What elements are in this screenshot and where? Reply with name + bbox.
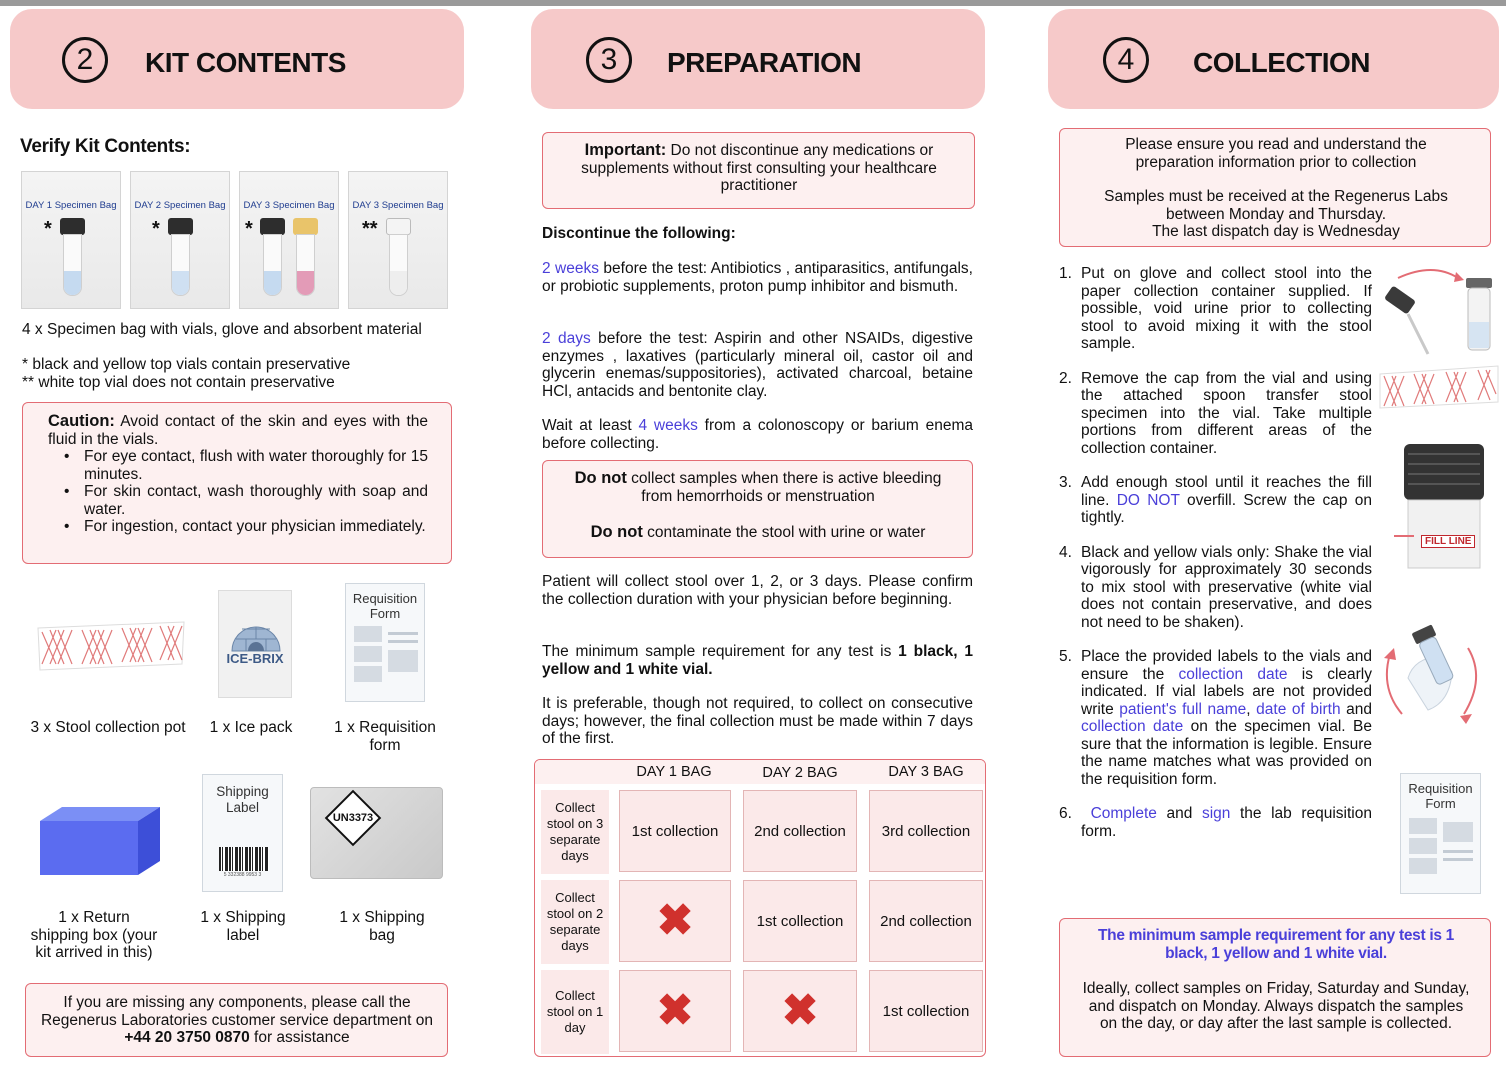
step-item: 5. Place the provided labels to the vials and ensure the collection date is clearly indicated. If vial labels are not provided write patient's full name, date of birth and collection date on the specimen vial. Be sure that the information is legible. Ensure the name matches what was provided on the requisition form.: [1059, 648, 1372, 788]
yellow-vial: [293, 218, 318, 310]
caution-item: • For eye contact, flush with water thoroughly for 15 minutes.: [48, 448, 428, 483]
black-vial: [60, 218, 85, 310]
verify-heading: Verify Kit Contents:: [20, 136, 191, 157]
caution-box: [22, 402, 452, 564]
minimum-requirement-paragraph: The minimum sample requirement for any test is 1 black, 1 yellow and 1 white vial.: [542, 643, 974, 678]
cross-icon: ✖: [656, 896, 694, 945]
item-caption: 1 x Shipping label: [200, 909, 286, 944]
specimen-bag-day1: [21, 171, 121, 309]
caution-text: Avoid contact of the skin and eyes with the fluid in the vials.: [48, 413, 428, 448]
minimum-requirement-text: The minimum sample requirement for any test is 1 black, 1 yellow and 1 white vial.: [1098, 927, 1454, 962]
caution-title: Caution:: [48, 412, 115, 430]
do-not-contaminate: Do not contaminate the stool with urine or water: [590, 523, 926, 541]
do-not-bleeding: Do not collect samples when there is active bleeding from hemorrhoids or menstruation: [574, 469, 942, 505]
missing-components-box: [25, 983, 448, 1057]
stool-collection-pot-image: [36, 620, 186, 672]
item-caption: 3 x Stool collection pot: [30, 719, 186, 736]
table-cell-not-applicable: [619, 970, 731, 1052]
requisition-form-title: Requisition Form: [352, 591, 418, 621]
item-caption: 1 x Requisition form: [334, 719, 436, 754]
bag-marker: *: [152, 218, 160, 240]
minimum-requirement-box: [1059, 918, 1491, 1057]
note-preservative: * black and yellow top vials contain preservative: [22, 356, 351, 373]
ideal-dispatch-text: Ideally, collect samples on Friday, Saturday and Sunday, and dispatch on Monday. Always dispatch the samples on the day, or day after the last sample is collected.: [1082, 980, 1470, 1032]
table-cell: 1st collection: [869, 970, 983, 1052]
two-weeks-paragraph: 2 weeks before the test: Antibiotics , antiparasitics, antifungals, or probiotic supplements, proton pump inhibitor and bismuth.: [542, 260, 973, 295]
table-cell-not-applicable: [743, 970, 857, 1052]
requisition-form-image: [345, 583, 425, 702]
collection-schedule-table: [534, 759, 986, 1057]
step-item: 3. Add enough stool until it reaches the fill line. DO NOT overfill. Screw the cap on tightly.: [1059, 474, 1372, 526]
table-cell: 1st collection: [619, 790, 731, 872]
requisition-form-image: [1400, 773, 1481, 894]
table-cell: 1st collection: [743, 880, 857, 962]
requisition-form-title: Requisition Form: [1408, 781, 1473, 811]
shipping-label-image: [202, 774, 283, 892]
important-text: Do not discontinue any medications or supplements without first consulting your healthcare practitioner: [581, 142, 937, 194]
column-header: DAY 1 BAG: [636, 764, 712, 780]
step-number-badge: 4: [1103, 37, 1149, 83]
notice-dispatch-day: The last dispatch day is Wednesday: [1152, 223, 1400, 240]
step-item: 6. Complete and sign the lab requisition form.: [1059, 805, 1372, 840]
top-bar: [0, 0, 1506, 6]
fill-line-vial-illustration: [1394, 440, 1496, 570]
item-caption: 1 x Ice pack: [209, 719, 293, 736]
important-title: Important:: [584, 141, 667, 159]
un-code: UN3373: [332, 812, 374, 824]
item-caption: 1 x Return shipping box (your kit arrived in this): [30, 909, 158, 961]
bag-label: DAY 2 Specimen Bag: [134, 200, 226, 211]
table-cell: 3rd collection: [869, 790, 983, 872]
vial-and-container-illustration: [1378, 262, 1500, 412]
row-header: Collect stool on 2 separate days: [541, 880, 609, 964]
specimen-bag-day2: [130, 171, 230, 309]
bag-label: DAY 3 Specimen Bag: [352, 200, 444, 211]
caution-item: • For ingestion, contact your physician immediately.: [48, 518, 428, 536]
white-vial: [386, 218, 411, 310]
bag-marker: **: [362, 218, 378, 240]
notice-read-prep: Please ensure you read and understand the preparation information prior to collection: [1125, 136, 1427, 171]
caution-list: [48, 448, 428, 536]
important-box: [542, 132, 975, 209]
barcode-icon: [219, 847, 269, 871]
ice-pack-image: [218, 590, 292, 698]
table-cell: 2nd collection: [869, 880, 983, 962]
step-item: 4. Black and yellow vials only: Shake the vial vigorously for approximately 30 seconds to mix stool with preservative (white vial does not contain preservative, and does not need to be shaken).: [1059, 543, 1372, 631]
step-item: 2. Remove the cap from the vial and using the attached spoon transfer stool specimen into the vial. Take multiple portions from different areas of the collection container.: [1059, 369, 1372, 457]
item-caption: 1 x Shipping bag: [339, 909, 425, 944]
collection-notice-box: [1059, 128, 1491, 247]
discontinue-heading: Discontinue the following:: [542, 225, 736, 242]
section-title: COLLECTION: [1193, 47, 1370, 78]
two-days-paragraph: 2 days before the test: Aspirin and other NSAIDs, digestive enzymes , laxatives (particularly mineral oil, castor oil and glycerin enemas/suppositories), activated charcoal, betaine HCl, antacids and bentonite clay.: [542, 330, 973, 400]
collection-header: [1048, 9, 1499, 109]
caution-item: • For skin contact, wash thoroughly with soap and water.: [48, 483, 428, 518]
bag-marker: *: [245, 218, 253, 240]
black-vial: [168, 218, 193, 310]
fill-line-label: FILL LINE: [1421, 535, 1475, 548]
missing-text: If you are missing any components, please call the Regenerus Laboratories customer service department on: [40, 994, 433, 1029]
cross-icon: ✖: [656, 986, 694, 1035]
section-title: PREPARATION: [667, 47, 862, 78]
collection-duration-paragraph: Patient will collect stool over 1, 2, or 3 days. Please confirm the collection duration with your physician before beginning.: [542, 573, 973, 608]
section-title: KIT CONTENTS: [145, 47, 346, 78]
table-cell-not-applicable: [619, 880, 731, 962]
igloo-icon: [228, 613, 284, 653]
step-number-badge: 3: [586, 37, 632, 83]
four-weeks-paragraph: Wait at least 4 weeks from a colonoscopy or barium enema before collecting.: [542, 417, 973, 452]
shake-vial-illustration: [1380, 618, 1492, 728]
phone-number: +44 20 3750 0870: [124, 1029, 250, 1046]
step-number-badge: 2: [62, 37, 108, 83]
barcode-number: 5 332388 9953 3: [223, 872, 262, 878]
missing-text-end: for assistance: [249, 1029, 350, 1046]
cross-icon: ✖: [781, 986, 819, 1035]
return-shipping-box-image: [38, 805, 162, 877]
table-cell: 2nd collection: [743, 790, 857, 872]
black-vial: [260, 218, 285, 310]
row-header: Collect stool on 1 day: [541, 970, 609, 1054]
column-header: DAY 3 BAG: [888, 764, 964, 780]
bag-description: 4 x Specimen bag with vials, glove and absorbent material: [22, 321, 422, 338]
kit-contents-header: [10, 9, 464, 109]
do-not-box: [542, 460, 973, 558]
collection-steps: [1059, 265, 1372, 857]
bag-label: DAY 3 Specimen Bag: [243, 200, 335, 211]
bag-marker: *: [44, 218, 52, 240]
notice-receive-days: Samples must be received at the Regenerus Labs between Monday and Thursday.: [1104, 188, 1448, 223]
shipping-label-title: Shipping Label: [216, 784, 269, 815]
note-no-preservative: ** white top vial does not contain preservative: [22, 374, 335, 391]
preparation-header: [531, 9, 985, 109]
ice-pack-brand: ICE-BRIX: [226, 651, 284, 666]
step-item: 1. Put on glove and collect stool into the paper collection container supplied. If possible, void urine prior to collecting stool to avoid mixing it with the stool sample.: [1059, 265, 1372, 352]
specimen-bag-day3: [239, 171, 339, 309]
row-header: Collect stool on 3 separate days: [541, 790, 609, 874]
bag-label: DAY 1 Specimen Bag: [25, 200, 117, 211]
consecutive-days-paragraph: It is preferable, though not required, to collect on consecutive days; however, the final collection must be made within 7 days of the first.: [542, 695, 973, 747]
shipping-bag-image: [310, 787, 443, 879]
column-header: DAY 2 BAG: [762, 765, 838, 781]
